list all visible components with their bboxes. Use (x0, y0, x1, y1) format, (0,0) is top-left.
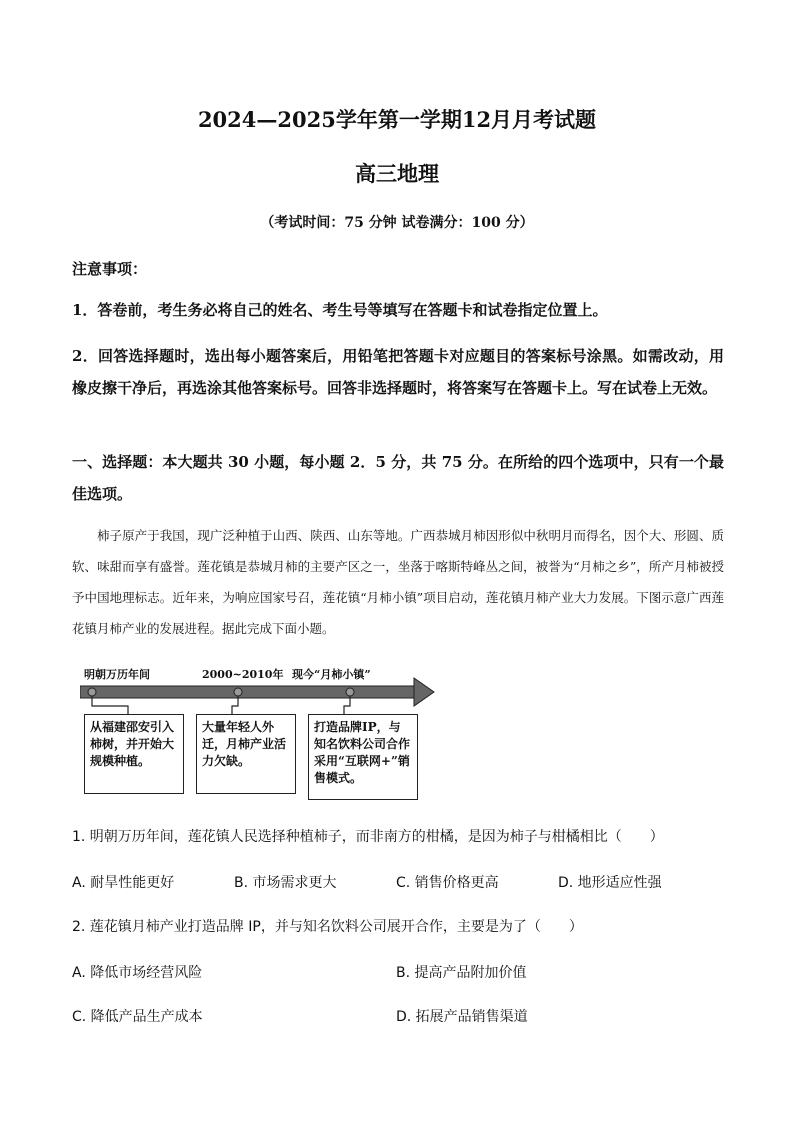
timeline-box-1: 从福建邵安引入柿树，并开始大规模种植。 (84, 714, 184, 794)
reading-passage: 柿子原产于我国，现广泛种植于山西、陕西、山东等地。广西恭城月柿因形似中秋明月而得名，因个大、形圆、质软、味甜而享有盛誉。莲花镇是恭城月柿的主要产区之一，坐落于喀斯特峰丛之间，被誉为“月柿之乡”，所产月柿被授予中国地理标志。近年来，为响应国家号召，莲花镇“月柿小镇”项目启动，莲花镇月柿产业大力发展。下图示意广西莲花镇月柿产业的发展进程。据此完成下面小题。 (72, 528, 724, 636)
question-2-option-c: C. 降低产品生产成本 (72, 1009, 203, 1025)
question-2-stem: 2. 莲花镇月柿产业打造品牌 IP，并与知名饮料公司展开合作，主要是为了（ ） (72, 919, 583, 935)
question-1-option-c: C. 销售价格更高 (396, 875, 499, 891)
section-heading: 一、选择题：本大题共 30 小题，每小题 2．5 分，共 75 分。在所给的四个选项中，只有一个最佳选项。 (72, 453, 724, 503)
exam-info: （考试时间：75 分钟 试卷满分：100 分） (260, 215, 534, 231)
timeline-label-1: 明朝万历年间 (84, 668, 150, 681)
timeline-label-3: 现今“月柿小镇” (292, 668, 371, 681)
timeline-box-3: 打造品牌IP，与知名饮料公司合作采用“互联网+”销售模式。 (308, 714, 418, 800)
timeline-dot-2 (234, 688, 242, 696)
notes-item-2: 2．回答选择题时，选出每小题答案后，用铅笔把答题卡对应题目的答案标号涂黑。如需改动，用橡皮擦干净后，再选涂其他答案标号。回答非选择题时，将答案写在答题卡上。写在试卷上无效。 (72, 347, 724, 397)
notes-item-1: 1．答卷前，考生务必将自己的姓名、考生号等填写在答题卡和试卷指定位置上。 (72, 301, 608, 319)
timeline-dot-3 (346, 688, 354, 696)
question-1-option-d: D. 地形适应性强 (558, 875, 662, 891)
subject-title: 高三地理 (355, 161, 439, 186)
question-1-option-b: B. 市场需求更大 (234, 875, 337, 891)
question-2-option-d: D. 拓展产品销售渠道 (396, 1009, 528, 1025)
question-1-option-a: A. 耐旱性能更好 (72, 875, 175, 891)
question-2-option-a: A. 降低市场经营风险 (72, 965, 203, 981)
notes-heading: 注意事项： (72, 260, 148, 278)
timeline-label-2: 2000~2010年 (202, 668, 284, 681)
question-1-stem: 1. 明朝万历年间，莲花镇人民选择种植柿子，而非南方的柑橘，是因为柿子与柑橘相比（ ） (72, 829, 664, 845)
timeline-box-2: 大量年轻人外迁，月柿产业活力欠缺。 (196, 714, 296, 794)
question-2-option-b: B. 提高产品附加价值 (396, 965, 527, 981)
exam-title: 2024—2025学年第一学期12月月考试题 (197, 107, 597, 132)
development-timeline-figure (80, 662, 440, 804)
timeline-dot-1 (88, 688, 96, 696)
